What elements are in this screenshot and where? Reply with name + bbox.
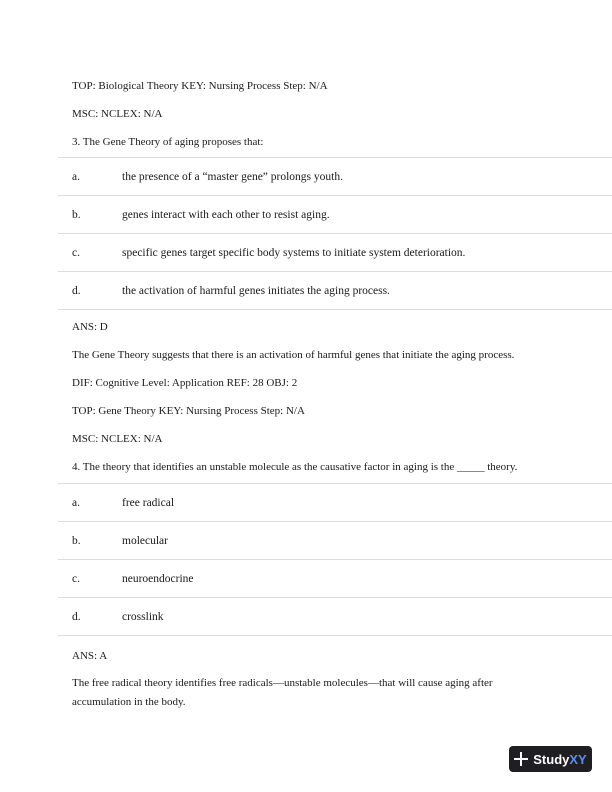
q3-answer: ANS: D: [72, 321, 108, 333]
q4-option-b: [58, 521, 612, 559]
option-text: the presence of a “master gene” prolongs youth.: [122, 171, 343, 183]
option-text: free radical: [122, 497, 175, 509]
q3-rationale: The Gene Theory suggests that there is an activation of harmful genes that initiate the aging process.: [72, 349, 515, 361]
logo-brand-main: Study: [533, 751, 570, 767]
q4-answer: ANS: A: [72, 650, 108, 662]
q3-option-c: [58, 233, 612, 271]
option-letter: c.: [72, 247, 80, 259]
logo-wordmark: [533, 752, 586, 767]
option-letter: d.: [72, 611, 81, 623]
option-letter: a.: [72, 497, 80, 509]
q3-topic-line: TOP: Gene Theory KEY: Nursing Process Step: N/A: [72, 405, 305, 417]
option-letter: c.: [72, 573, 80, 585]
option-text: neuroendocrine: [122, 573, 194, 585]
option-letter: a.: [72, 171, 80, 183]
q4-option-d: [58, 597, 612, 636]
q3-msc-line: MSC: NCLEX: N/A: [72, 433, 163, 445]
option-text: genes interact with each other to resist aging.: [122, 209, 330, 221]
q3-option-a: [58, 157, 612, 195]
q4-option-a: [58, 483, 612, 521]
option-text: crosslink: [122, 611, 164, 623]
q2-msc-line: MSC: NCLEX: N/A: [72, 108, 163, 120]
plus-icon: [514, 752, 528, 766]
q4-option-c: [58, 559, 612, 597]
q4-options: [58, 483, 612, 636]
option-letter: b.: [72, 535, 81, 547]
option-text: specific genes target specific body systems to initiate system deterioration.: [122, 247, 466, 259]
q3-options: [58, 157, 612, 310]
q3-option-d: [58, 271, 612, 310]
q3-dif-line: DIF: Cognitive Level: Application REF: 28 OBJ: 2: [72, 377, 298, 389]
q4-question: 4. The theory that identifies an unstable molecule as the causative factor in aging is the _____ theory.: [72, 461, 518, 473]
q3-option-b: [58, 195, 612, 233]
q2-topic-line: TOP: Biological Theory KEY: Nursing Process Step: N/A: [72, 80, 328, 92]
q3-question: 3. The Gene Theory of aging proposes that:: [72, 136, 264, 148]
logo-brand-accent: XY: [569, 751, 587, 767]
studyxy-logo[interactable]: [509, 746, 592, 772]
option-text: molecular: [122, 535, 168, 547]
option-letter: d.: [72, 285, 81, 297]
option-text: the activation of harmful genes initiates the aging process.: [122, 285, 390, 297]
option-letter: b.: [72, 209, 81, 221]
q4-rationale: The free radical theory identifies free radicals—unstable molecules—that will cause aging after accumulation in the body.: [72, 677, 493, 708]
